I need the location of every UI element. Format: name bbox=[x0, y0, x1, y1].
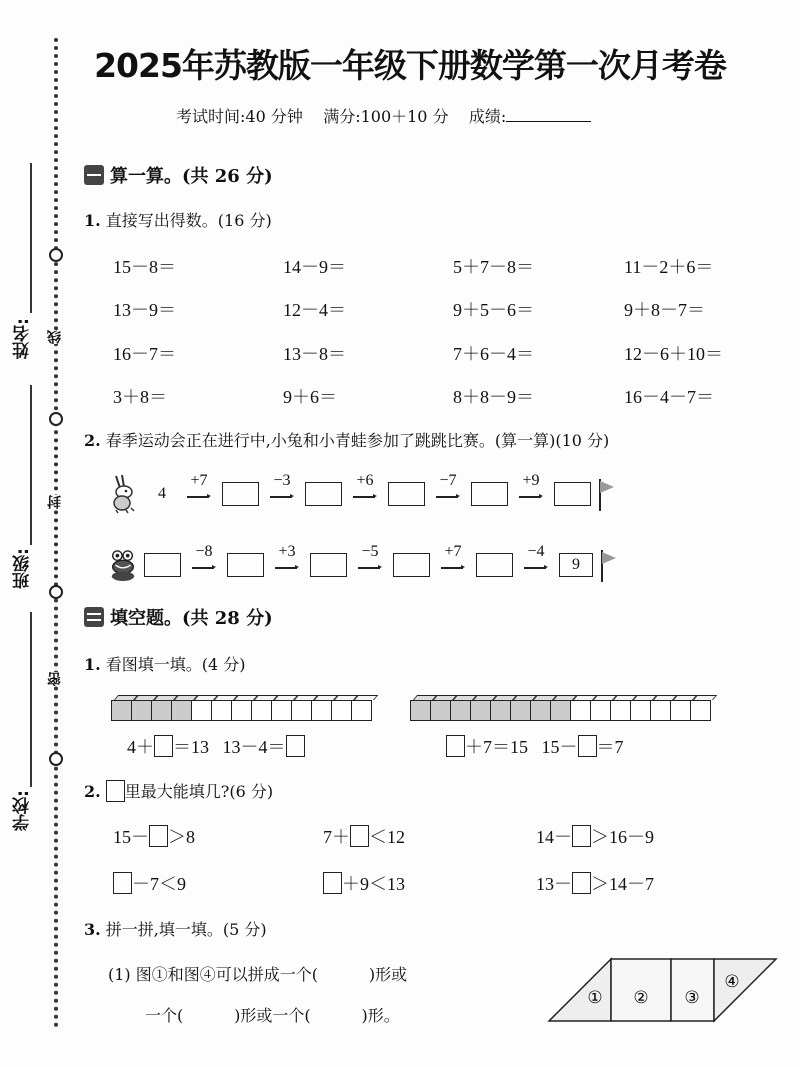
binding-ring-icon bbox=[49, 585, 63, 599]
cube-white bbox=[630, 700, 651, 721]
class-field-label: 班级: bbox=[13, 548, 33, 589]
rabbit-step: +9 bbox=[508, 474, 554, 514]
answer-box[interactable] bbox=[578, 735, 597, 757]
arrow-right-icon bbox=[275, 567, 297, 569]
cube-white bbox=[191, 700, 212, 721]
score-label: 成绩: bbox=[468, 107, 507, 126]
rabbit-step: −3 bbox=[259, 474, 305, 514]
cube-white bbox=[231, 700, 252, 721]
cube-white bbox=[211, 700, 232, 721]
cube-white bbox=[610, 700, 631, 721]
binding-dotted-line bbox=[54, 38, 58, 1028]
cube-white bbox=[670, 700, 691, 721]
answer-box[interactable] bbox=[446, 735, 465, 757]
cube-gray bbox=[111, 700, 132, 721]
arrow-right-icon bbox=[270, 496, 292, 498]
inequality-item: 14－ ＞16－9 bbox=[536, 827, 654, 847]
calc-item: 12－4＝ bbox=[283, 300, 346, 320]
cube-gray bbox=[510, 700, 531, 721]
frog-answer-box[interactable] bbox=[144, 553, 181, 577]
question-1-2: 2. 春季运动会正在进行中,小兔和小青蛙参加了跳跳比赛。(算一算)(10 分) bbox=[84, 431, 610, 450]
cube-gray bbox=[410, 700, 431, 721]
rabbit-step: +7 bbox=[176, 474, 222, 514]
cube-bar-left bbox=[112, 700, 372, 721]
rabbit-step: −7 bbox=[425, 474, 471, 514]
cube-white bbox=[570, 700, 591, 721]
frog-final-value-box: 9 bbox=[559, 553, 593, 577]
answer-box[interactable] bbox=[350, 825, 369, 847]
calc-item: 15－8＝ bbox=[113, 257, 176, 277]
section-1-heading: 算一算。(共 26 分) bbox=[84, 162, 273, 188]
cut-mark-secret: 密 bbox=[47, 672, 63, 686]
rabbit-icon bbox=[108, 474, 140, 514]
calc-item: 9＋8－7＝ bbox=[624, 300, 705, 320]
answer-box[interactable] bbox=[572, 872, 591, 894]
class-line-upper bbox=[30, 385, 32, 545]
cube-gray bbox=[151, 700, 172, 721]
rabbit-step: +6 bbox=[342, 474, 388, 514]
frog-icon bbox=[108, 545, 138, 585]
page-title: 2025年苏教版一年级下册数学第一次月考卷 bbox=[94, 46, 726, 85]
cube-white bbox=[271, 700, 292, 721]
calc-item: 16－7＝ bbox=[113, 344, 176, 364]
exam-info bbox=[176, 104, 591, 127]
shape-figure bbox=[545, 955, 785, 1025]
section-2-heading: 填空题。(共 28 分) bbox=[84, 604, 273, 630]
inequality-item: 13－ ＞14－7 bbox=[536, 874, 654, 894]
question-1-1: 1. 直接写出得数。(16 分) bbox=[84, 211, 272, 230]
arrow-right-icon bbox=[436, 496, 458, 498]
calc-item: 9＋5－6＝ bbox=[453, 300, 534, 320]
school-field-line[interactable] bbox=[30, 612, 32, 787]
cube-gray bbox=[530, 700, 551, 721]
cube-white bbox=[311, 700, 332, 721]
question-2-1: 1. 看图填一填。(4 分) bbox=[84, 655, 246, 674]
answer-box[interactable] bbox=[572, 825, 591, 847]
rabbit-answer-box[interactable] bbox=[222, 482, 259, 506]
frog-step: +7 bbox=[430, 545, 476, 585]
cube-gray bbox=[131, 700, 152, 721]
cube-gray bbox=[430, 700, 451, 721]
name-field-line[interactable] bbox=[30, 163, 32, 313]
cube-white bbox=[650, 700, 671, 721]
score-field[interactable] bbox=[506, 107, 591, 122]
frog-answer-box[interactable] bbox=[227, 553, 264, 577]
frog-answer-box[interactable] bbox=[393, 553, 430, 577]
calc-item: 7＋6－4＝ bbox=[453, 344, 534, 364]
inequality-item: 7＋ ＜12 bbox=[323, 827, 405, 847]
fill-equation-right: ＋7＝15 15－ ＝7 bbox=[446, 733, 624, 759]
figure-label-1: ① bbox=[587, 988, 603, 1008]
question-2-2: 2. 里最大能填几?(6 分) bbox=[84, 782, 274, 801]
name-field-label: 姓名: bbox=[13, 318, 33, 359]
cube-gray bbox=[470, 700, 491, 721]
frog-answer-box[interactable] bbox=[310, 553, 347, 577]
section-badge-one-icon bbox=[84, 165, 104, 185]
question-2-3-part1-line2: 一个( )形或一个( )形。 bbox=[145, 1006, 400, 1025]
cube-gray bbox=[490, 700, 511, 721]
calc-item: 11－2＋6＝ bbox=[624, 257, 714, 277]
binding-ring-icon bbox=[49, 412, 63, 426]
answer-box[interactable] bbox=[113, 872, 132, 894]
figure-label-3: ③ bbox=[684, 988, 700, 1008]
calc-item: 13－9＝ bbox=[113, 300, 176, 320]
calc-item: 8＋8－9＝ bbox=[453, 387, 534, 407]
full-score: 满分:100＋10 分 bbox=[323, 107, 449, 126]
cube-white bbox=[590, 700, 611, 721]
figure-label-4: ④ bbox=[724, 972, 740, 992]
arrow-right-icon bbox=[441, 567, 463, 569]
calc-item: 13－8＝ bbox=[283, 344, 346, 364]
rabbit-answer-box[interactable] bbox=[554, 482, 591, 506]
cube-white bbox=[351, 700, 372, 721]
binding-ring-icon bbox=[49, 248, 63, 262]
exam-time: 考试时间:40 分钟 bbox=[176, 107, 303, 126]
answer-box[interactable] bbox=[323, 872, 342, 894]
cube-white bbox=[251, 700, 272, 721]
inequality-item: －7＜9 bbox=[113, 870, 186, 896]
arrow-right-icon bbox=[524, 567, 546, 569]
cut-mark-seal: 封 bbox=[47, 495, 63, 509]
calc-item: 5＋7－8＝ bbox=[453, 257, 534, 277]
calc-item: 3＋8＝ bbox=[113, 387, 167, 407]
inequality-item: 15－ ＞8 bbox=[113, 827, 195, 847]
section-badge-two-icon bbox=[84, 607, 104, 627]
box-icon bbox=[106, 780, 125, 802]
rabbit-start-value: 4 bbox=[158, 485, 166, 502]
figure-label-2: ② bbox=[633, 988, 649, 1008]
frog-answer-box[interactable] bbox=[476, 553, 513, 577]
cube-gray bbox=[550, 700, 571, 721]
calc-item: 14－9＝ bbox=[283, 257, 346, 277]
calc-item: 9＋6＝ bbox=[283, 387, 337, 407]
cube-white bbox=[690, 700, 711, 721]
rabbit-chain bbox=[108, 474, 617, 514]
frog-chain bbox=[108, 545, 619, 585]
frog-step: +3 bbox=[264, 545, 310, 585]
frog-step: −4 bbox=[513, 545, 559, 585]
arrow-right-icon bbox=[353, 496, 375, 498]
binding-ring-icon bbox=[49, 752, 63, 766]
fill-equation-left: 4＋ ＝13 13－4＝ bbox=[127, 733, 305, 759]
finish-flag-icon bbox=[599, 548, 619, 582]
school-field-label: 学校: bbox=[13, 790, 33, 831]
arrow-right-icon bbox=[358, 567, 380, 569]
calc-item: 12－6＋10＝ bbox=[624, 344, 723, 364]
inequality-item: ＋9＜13 bbox=[323, 870, 405, 896]
cube-white bbox=[331, 700, 352, 721]
answer-box[interactable] bbox=[154, 735, 173, 757]
cube-white bbox=[291, 700, 312, 721]
answer-box[interactable] bbox=[149, 825, 168, 847]
rabbit-answer-box[interactable] bbox=[388, 482, 425, 506]
cut-mark-line: 线 bbox=[47, 330, 63, 344]
cube-bar-right bbox=[411, 700, 711, 721]
cube-gray bbox=[171, 700, 192, 721]
arrow-right-icon bbox=[519, 496, 541, 498]
answer-box[interactable] bbox=[286, 735, 305, 757]
calc-item: 16－4－7＝ bbox=[624, 387, 714, 407]
question-2-3-part1-line1: (1) 图①和图④可以拼成一个( )形或 bbox=[108, 965, 408, 984]
rabbit-answer-box[interactable] bbox=[471, 482, 508, 506]
cube-gray bbox=[450, 700, 471, 721]
arrow-right-icon bbox=[192, 567, 214, 569]
finish-flag-icon bbox=[597, 477, 617, 511]
frog-step: −5 bbox=[347, 545, 393, 585]
rabbit-answer-box[interactable] bbox=[305, 482, 342, 506]
arrow-right-icon bbox=[187, 496, 209, 498]
question-2-3: 3. 拼一拼,填一填。(5 分) bbox=[84, 920, 267, 939]
frog-step: −8 bbox=[181, 545, 227, 585]
